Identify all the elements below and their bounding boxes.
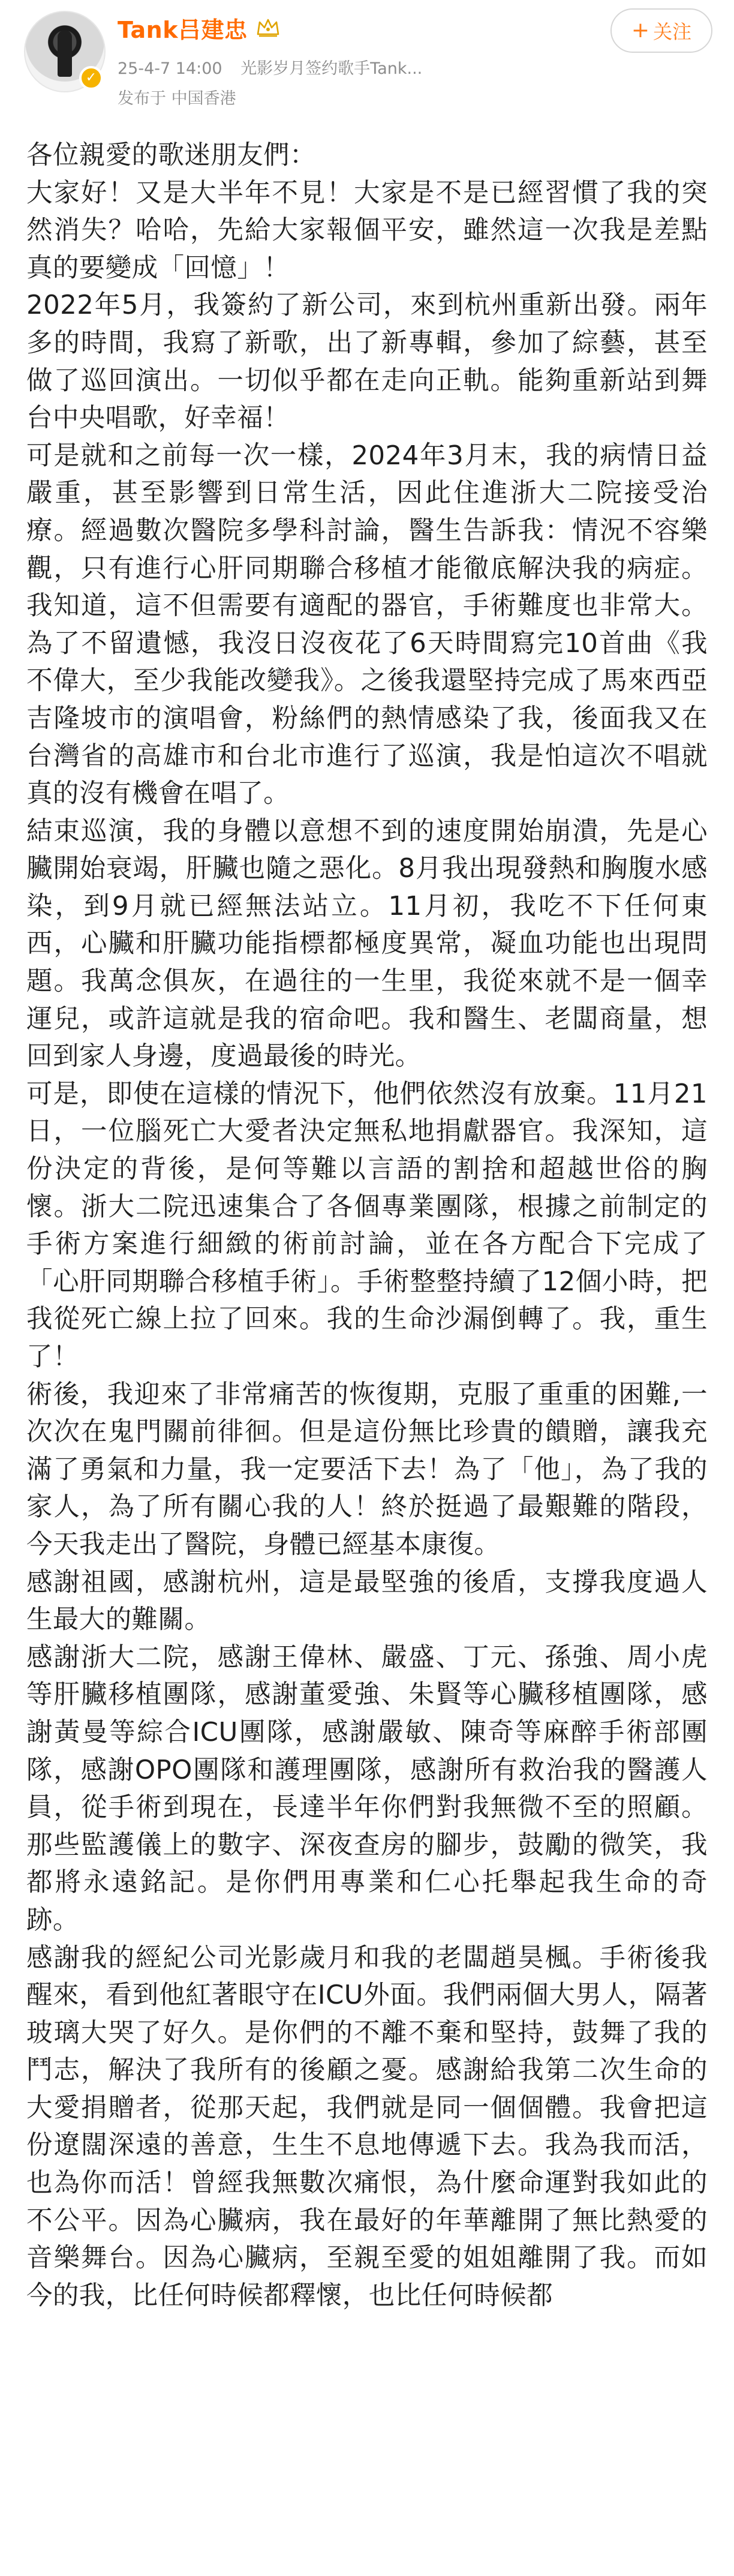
avatar-figure (58, 30, 72, 77)
verified-badge-icon: ✓ (79, 66, 103, 90)
plus-icon: + (631, 18, 650, 43)
post-paragraph: 可是就和之前每一次一樣，2024年3月末，我的病情日益嚴重，甚至影響到日常生活，因此住進浙大二院接受治療。經過數次醫院多學科討論，醫生告訴我：情況不容樂觀，只有進行心肝同期聯合移植才能徹底解決我的病症。我知道，這不但需要有適配的器官，手術難度也非常大。為了不留遺憾，我沒日沒夜花了6天時間寫完10首曲《我不偉大，至少我能改變我》。之後我還堅持完成了馬來西亞吉隆坡市的演唱會，粉絲們的熱情感染了我，後面我又在台灣省的高雄市和台北市進行了巡演，我是怕這次不唱就真的沒有機會在唱了。 (26, 440, 708, 809)
post-paragraph: 感謝我的經紀公司光影歲月和我的老闆趙昊楓。手術後我醒來，看到他紅著眼守在ICU外面。我們兩個大男人，隔著玻璃大哭了好久。是你們的不離不棄和堅持，鼓舞了我的鬥志，解決了我所有的後顧之憂。感謝給我第二次生命的大愛捐贈者，從那天起，我們就是同一個個體。我會把這份遼闊深遠的善意，生生不息地傳遞下去。我為我而活，也為你而活！曾經我無數次痛恨，為什麼命運對我如此的不公平。因為心臟病，我在最好的年華離開了無比熱愛的音樂舞台。因為心臟病，至親至愛的姐姐離開了我。而如今的我，比任何時候都釋懷，也比任何時候都 (26, 1942, 708, 2311)
crown-icon (256, 17, 280, 38)
username[interactable]: Tank吕建忠 (118, 16, 248, 43)
post-paragraph: 感謝祖國，感謝杭州，這是最堅強的後盾，支撐我度過人生最大的難關。 (26, 1567, 708, 1635)
post-meta (118, 55, 435, 79)
post-paragraph: 大家好！又是大半年不見！大家是不是已經習慣了我的突然消失？哈哈，先給大家報個平安，雖然這一次我是差點真的要變成「回憶」！ (26, 178, 708, 283)
follow-button[interactable] (610, 8, 712, 53)
post-paragraph: 各位親愛的歌迷朋友們： (26, 140, 316, 170)
post-paragraph: 結束巡演，我的身體以意想不到的速度開始崩潰，先是心臟開始衰竭，肝臟也隨之惡化。8月我出現發熱和胸腹水感染，到9月就已經無法站立。11月初，我吃不下任何東西，心臟和肝臟功能指標都極度異常，凝血功能也出現問題。我萬念俱灰，在過往的一生里，我從來就不是一個幸運兒，或許這就是我的宿命吧。我和醫生、老闆商量，想回到家人身邊，度過最後的時光。 (26, 816, 708, 1072)
post-paragraph: 感謝浙大二院，感謝王偉林、嚴盛、丁元、孫強、周小虎等肝臟移植團隊，感謝董愛強、朱賢等心臟移植團隊，感謝黃曼等綜合ICU團隊，感謝嚴敏、陳奇等麻醉手術部團隊，感謝OPO團隊和護理團隊，感謝所有救治我的醫護人員，從手術到現在，長達半年你們對我無微不至的照顧。那些監護儀上的數字、深夜查房的腳步，鼓勵的微笑，我都將永遠銘記。是你們用專業和仁心托舉起我生命的奇跡。 (26, 1642, 708, 1935)
username-row (118, 13, 280, 42)
follow-label: 关注 (653, 20, 692, 43)
post-source[interactable]: 光影岁月签约歌手Tank... (240, 59, 423, 78)
post-header (0, 0, 734, 132)
post-body (26, 137, 708, 2576)
post-paragraph: 可是，即使在這樣的情況下，他們依然沒有放棄。11月21日，一位腦死亡大愛者決定無私地捐獻器官。我深知，這份決定的背後，是何等難以言語的割捨和超越世俗的胸懷。浙大二院迅速集合了各個專業團隊，根據之前制定的手術方案進行細緻的術前討論，並在各方配合下完成了「心肝同期聯合移植手術」。手術整整持續了12個小時，把我從死亡線上拉了回來。我的生命沙漏倒轉了。我，重生了！ (26, 1079, 708, 1372)
post-paragraph: 2022年5月，我簽約了新公司，來到杭州重新出發。兩年多的時間，我寫了新歌，出了新專輯，參加了綜藝，甚至做了巡回演出。一切似乎都在走向正軌。能夠重新站到舞台中央唱歌，好幸福！ (26, 290, 708, 434)
post-timestamp: 25-4-7 14:00 (118, 59, 222, 78)
post-paragraph: 術後，我迎來了非常痛苦的恢復期，克服了重重的困難,一次次在鬼門關前徘徊。但是這份無比珍貴的饋贈，讓我充滿了勇氣和力量，我一定要活下去！為了「他」，為了我的家人，為了所有關心我的人！終於挺過了最艱難的階段，今天我走出了醫院，身體已經基本康復。 (26, 1379, 708, 1560)
post-location: 发布于 中国香港 (118, 89, 236, 108)
